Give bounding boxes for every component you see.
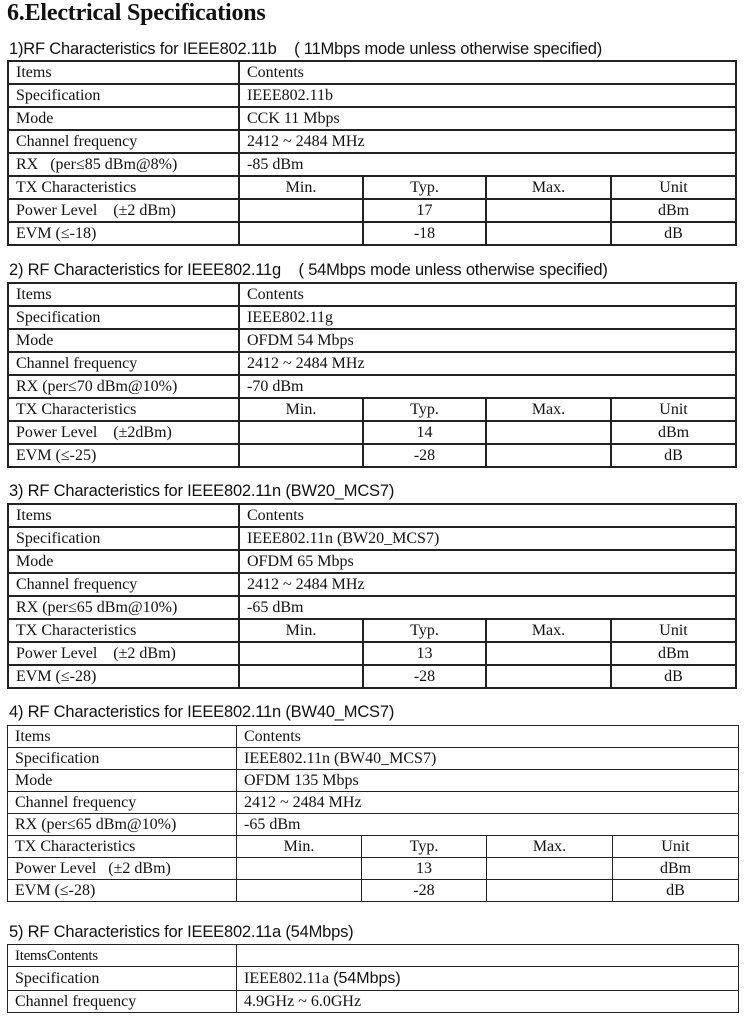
table-row xyxy=(8,770,739,792)
tx-unit: dBm xyxy=(613,858,739,880)
items-header: Items xyxy=(8,726,237,748)
item-label: Channel frequency xyxy=(8,991,237,1013)
tx-max xyxy=(487,858,613,880)
tx-max xyxy=(486,444,611,467)
items-header: Items xyxy=(8,61,239,84)
item-value: OFDM 54 Mbps xyxy=(239,329,736,352)
tx-max xyxy=(486,665,611,688)
tx-header-row xyxy=(8,398,736,421)
tx-row xyxy=(8,222,736,245)
tx-typ: -28 xyxy=(363,665,486,688)
spec-table-11n-bw40 xyxy=(7,725,739,902)
item-label: Specification xyxy=(8,306,239,329)
tx-header-row xyxy=(8,836,739,858)
tx-max xyxy=(487,880,613,902)
section-heading-11g: 2) RF Characteristics for IEEE802.11g ( 54Mbps mode unless otherwise specified) xyxy=(9,261,608,279)
tx-min xyxy=(237,858,362,880)
tx-item: EVM (≤-28) xyxy=(8,880,237,902)
max-header: Max. xyxy=(486,619,611,642)
item-value: -85 dBm xyxy=(239,153,736,176)
item-label: RX (per≤65 dBm@10%) xyxy=(8,596,239,619)
tx-min xyxy=(239,444,363,467)
section-heading-11n-bw20: 3) RF Characteristics for IEEE802.11n (BW20_MCS7) xyxy=(9,482,395,500)
tx-item: EVM (≤-28) xyxy=(8,665,239,688)
tx-min xyxy=(239,421,363,444)
table-row xyxy=(8,792,739,814)
item-label: Channel frequency xyxy=(8,352,239,375)
items-header: Items xyxy=(8,504,239,527)
tx-typ: 14 xyxy=(363,421,486,444)
contents-header: Contents xyxy=(239,504,736,527)
tx-unit: dBm xyxy=(611,421,736,444)
spec-table-11b xyxy=(7,60,737,246)
table-header-row xyxy=(8,504,736,527)
item-value: 2412 ~ 2484 MHz xyxy=(239,352,736,375)
contents-header xyxy=(237,945,739,967)
item-value: IEEE802.11n (BW40_MCS7) xyxy=(237,748,739,770)
item-value: IEEE802.11n (BW20_MCS7) xyxy=(239,527,736,550)
item-label: Specification xyxy=(8,527,239,550)
spec-table-11a xyxy=(7,944,739,1013)
unit-header: Unit xyxy=(611,398,736,421)
table-row xyxy=(8,375,736,398)
tx-row xyxy=(8,421,736,444)
table-row xyxy=(8,527,736,550)
table-row xyxy=(8,573,736,596)
contents-header: Contents xyxy=(239,61,736,84)
tx-label: TX Characteristics xyxy=(8,176,239,199)
table-row xyxy=(8,814,739,836)
tx-typ: -28 xyxy=(363,444,486,467)
spec-table-11g xyxy=(7,282,737,468)
item-label: Specification xyxy=(8,84,239,107)
table-row xyxy=(8,596,736,619)
tx-row xyxy=(8,444,736,467)
item-label: Specification xyxy=(8,748,237,770)
tx-min xyxy=(239,222,363,245)
tx-header-row xyxy=(8,176,736,199)
item-label: Channel frequency xyxy=(8,130,239,153)
item-value: 2412 ~ 2484 MHz xyxy=(237,792,739,814)
min-header: Min. xyxy=(239,398,363,421)
tx-row xyxy=(8,858,739,880)
item-label: RX (per≤85 dBm@8%) xyxy=(8,153,239,176)
tx-unit: dB xyxy=(611,222,736,245)
item-value: -65 dBm xyxy=(239,596,736,619)
spec-table-11n-bw20 xyxy=(7,503,737,689)
tx-min xyxy=(237,880,362,902)
tx-max xyxy=(486,642,611,665)
tx-unit: dBm xyxy=(611,199,736,222)
tx-item: Power Level (±2 dBm) xyxy=(8,858,237,880)
tx-label: TX Characteristics xyxy=(8,619,239,642)
table-row xyxy=(8,550,736,573)
item-value: 4.9GHz ~ 6.0GHz xyxy=(237,991,739,1013)
item-value: OFDM 135 Mbps xyxy=(237,770,739,792)
tx-min xyxy=(239,665,363,688)
unit-header: Unit xyxy=(611,176,736,199)
item-label: Channel frequency xyxy=(8,792,237,814)
tx-min xyxy=(239,642,363,665)
table-row xyxy=(8,107,736,130)
tx-row xyxy=(8,199,736,222)
table-row xyxy=(8,329,736,352)
typ-header: Typ. xyxy=(362,836,487,858)
items-header: ItemsContents xyxy=(8,945,237,967)
table-row xyxy=(8,306,736,329)
table-header-row xyxy=(8,283,736,306)
item-label: RX (per≤70 dBm@10%) xyxy=(8,375,239,398)
item-label: Mode xyxy=(8,329,239,352)
item-value: CCK 11 Mbps xyxy=(239,107,736,130)
section-heading-11n-bw40: 4) RF Characteristics for IEEE802.11n (BW40_MCS7) xyxy=(9,703,395,721)
item-value xyxy=(237,967,739,991)
min-header: Min. xyxy=(239,619,363,642)
tx-item: EVM (≤-18) xyxy=(8,222,239,245)
tx-unit: dB xyxy=(611,665,736,688)
table-row xyxy=(8,153,736,176)
typ-header: Typ. xyxy=(363,176,486,199)
table-row xyxy=(8,352,736,375)
table-header-row xyxy=(8,61,736,84)
tx-min xyxy=(239,199,363,222)
item-label: Specification xyxy=(8,967,237,991)
item-label: Mode xyxy=(8,107,239,130)
tx-typ: -18 xyxy=(363,222,486,245)
tx-typ: -28 xyxy=(362,880,487,902)
max-header: Max. xyxy=(486,176,611,199)
max-header: Max. xyxy=(487,836,613,858)
table-row xyxy=(8,84,736,107)
tx-row xyxy=(8,880,739,902)
typ-header: Typ. xyxy=(363,398,486,421)
item-label: Mode xyxy=(8,550,239,573)
tx-max xyxy=(486,222,611,245)
tx-item: EVM (≤-25) xyxy=(8,444,239,467)
tx-row xyxy=(8,642,736,665)
section-heading-11b: 1)RF Characteristics for IEEE802.11b ( 11Mbps mode unless otherwise specified) xyxy=(9,40,603,58)
tx-row xyxy=(8,665,736,688)
table-header-row xyxy=(8,726,739,748)
item-value: 2412 ~ 2484 MHz xyxy=(239,573,736,596)
tx-item: Power Level (±2 dBm) xyxy=(8,199,239,222)
unit-header: Unit xyxy=(611,619,736,642)
tx-item: Power Level (±2dBm) xyxy=(8,421,239,444)
tx-typ: 13 xyxy=(363,642,486,665)
item-value: -70 dBm xyxy=(239,375,736,398)
tx-max xyxy=(486,199,611,222)
tx-unit: dB xyxy=(611,444,736,467)
tx-label: TX Characteristics xyxy=(8,836,237,858)
min-header: Min. xyxy=(239,176,363,199)
spec-value-rate: (54Mbps) xyxy=(333,969,401,987)
typ-header: Typ. xyxy=(363,619,486,642)
max-header: Max. xyxy=(486,398,611,421)
unit-header: Unit xyxy=(613,836,739,858)
items-header: Items xyxy=(8,283,239,306)
page-title: 6.Electrical Specifications xyxy=(7,0,266,26)
table-header-row xyxy=(8,945,739,967)
item-label: Mode xyxy=(8,770,237,792)
item-label: Channel frequency xyxy=(8,573,239,596)
contents-header: Contents xyxy=(237,726,739,748)
tx-typ: 17 xyxy=(363,199,486,222)
tx-typ: 13 xyxy=(362,858,487,880)
contents-header: Contents xyxy=(239,283,736,306)
item-value: -65 dBm xyxy=(237,814,739,836)
item-label: RX (per≤65 dBm@10%) xyxy=(8,814,237,836)
spec-value: IEEE802.11a xyxy=(244,969,334,987)
item-value: IEEE802.11g xyxy=(239,306,736,329)
table-row xyxy=(8,991,739,1013)
table-row xyxy=(8,748,739,770)
tx-header-row xyxy=(8,619,736,642)
tx-unit: dBm xyxy=(611,642,736,665)
item-value: IEEE802.11b xyxy=(239,84,736,107)
table-row xyxy=(8,967,739,991)
item-value: 2412 ~ 2484 MHz xyxy=(239,130,736,153)
tx-label: TX Characteristics xyxy=(8,398,239,421)
tx-unit: dB xyxy=(613,880,739,902)
tx-max xyxy=(486,421,611,444)
item-value: OFDM 65 Mbps xyxy=(239,550,736,573)
tx-item: Power Level (±2 dBm) xyxy=(8,642,239,665)
min-header: Min. xyxy=(237,836,362,858)
table-row xyxy=(8,130,736,153)
section-heading-11a: 5) RF Characteristics for IEEE802.11a (54Mbps) xyxy=(9,923,354,941)
